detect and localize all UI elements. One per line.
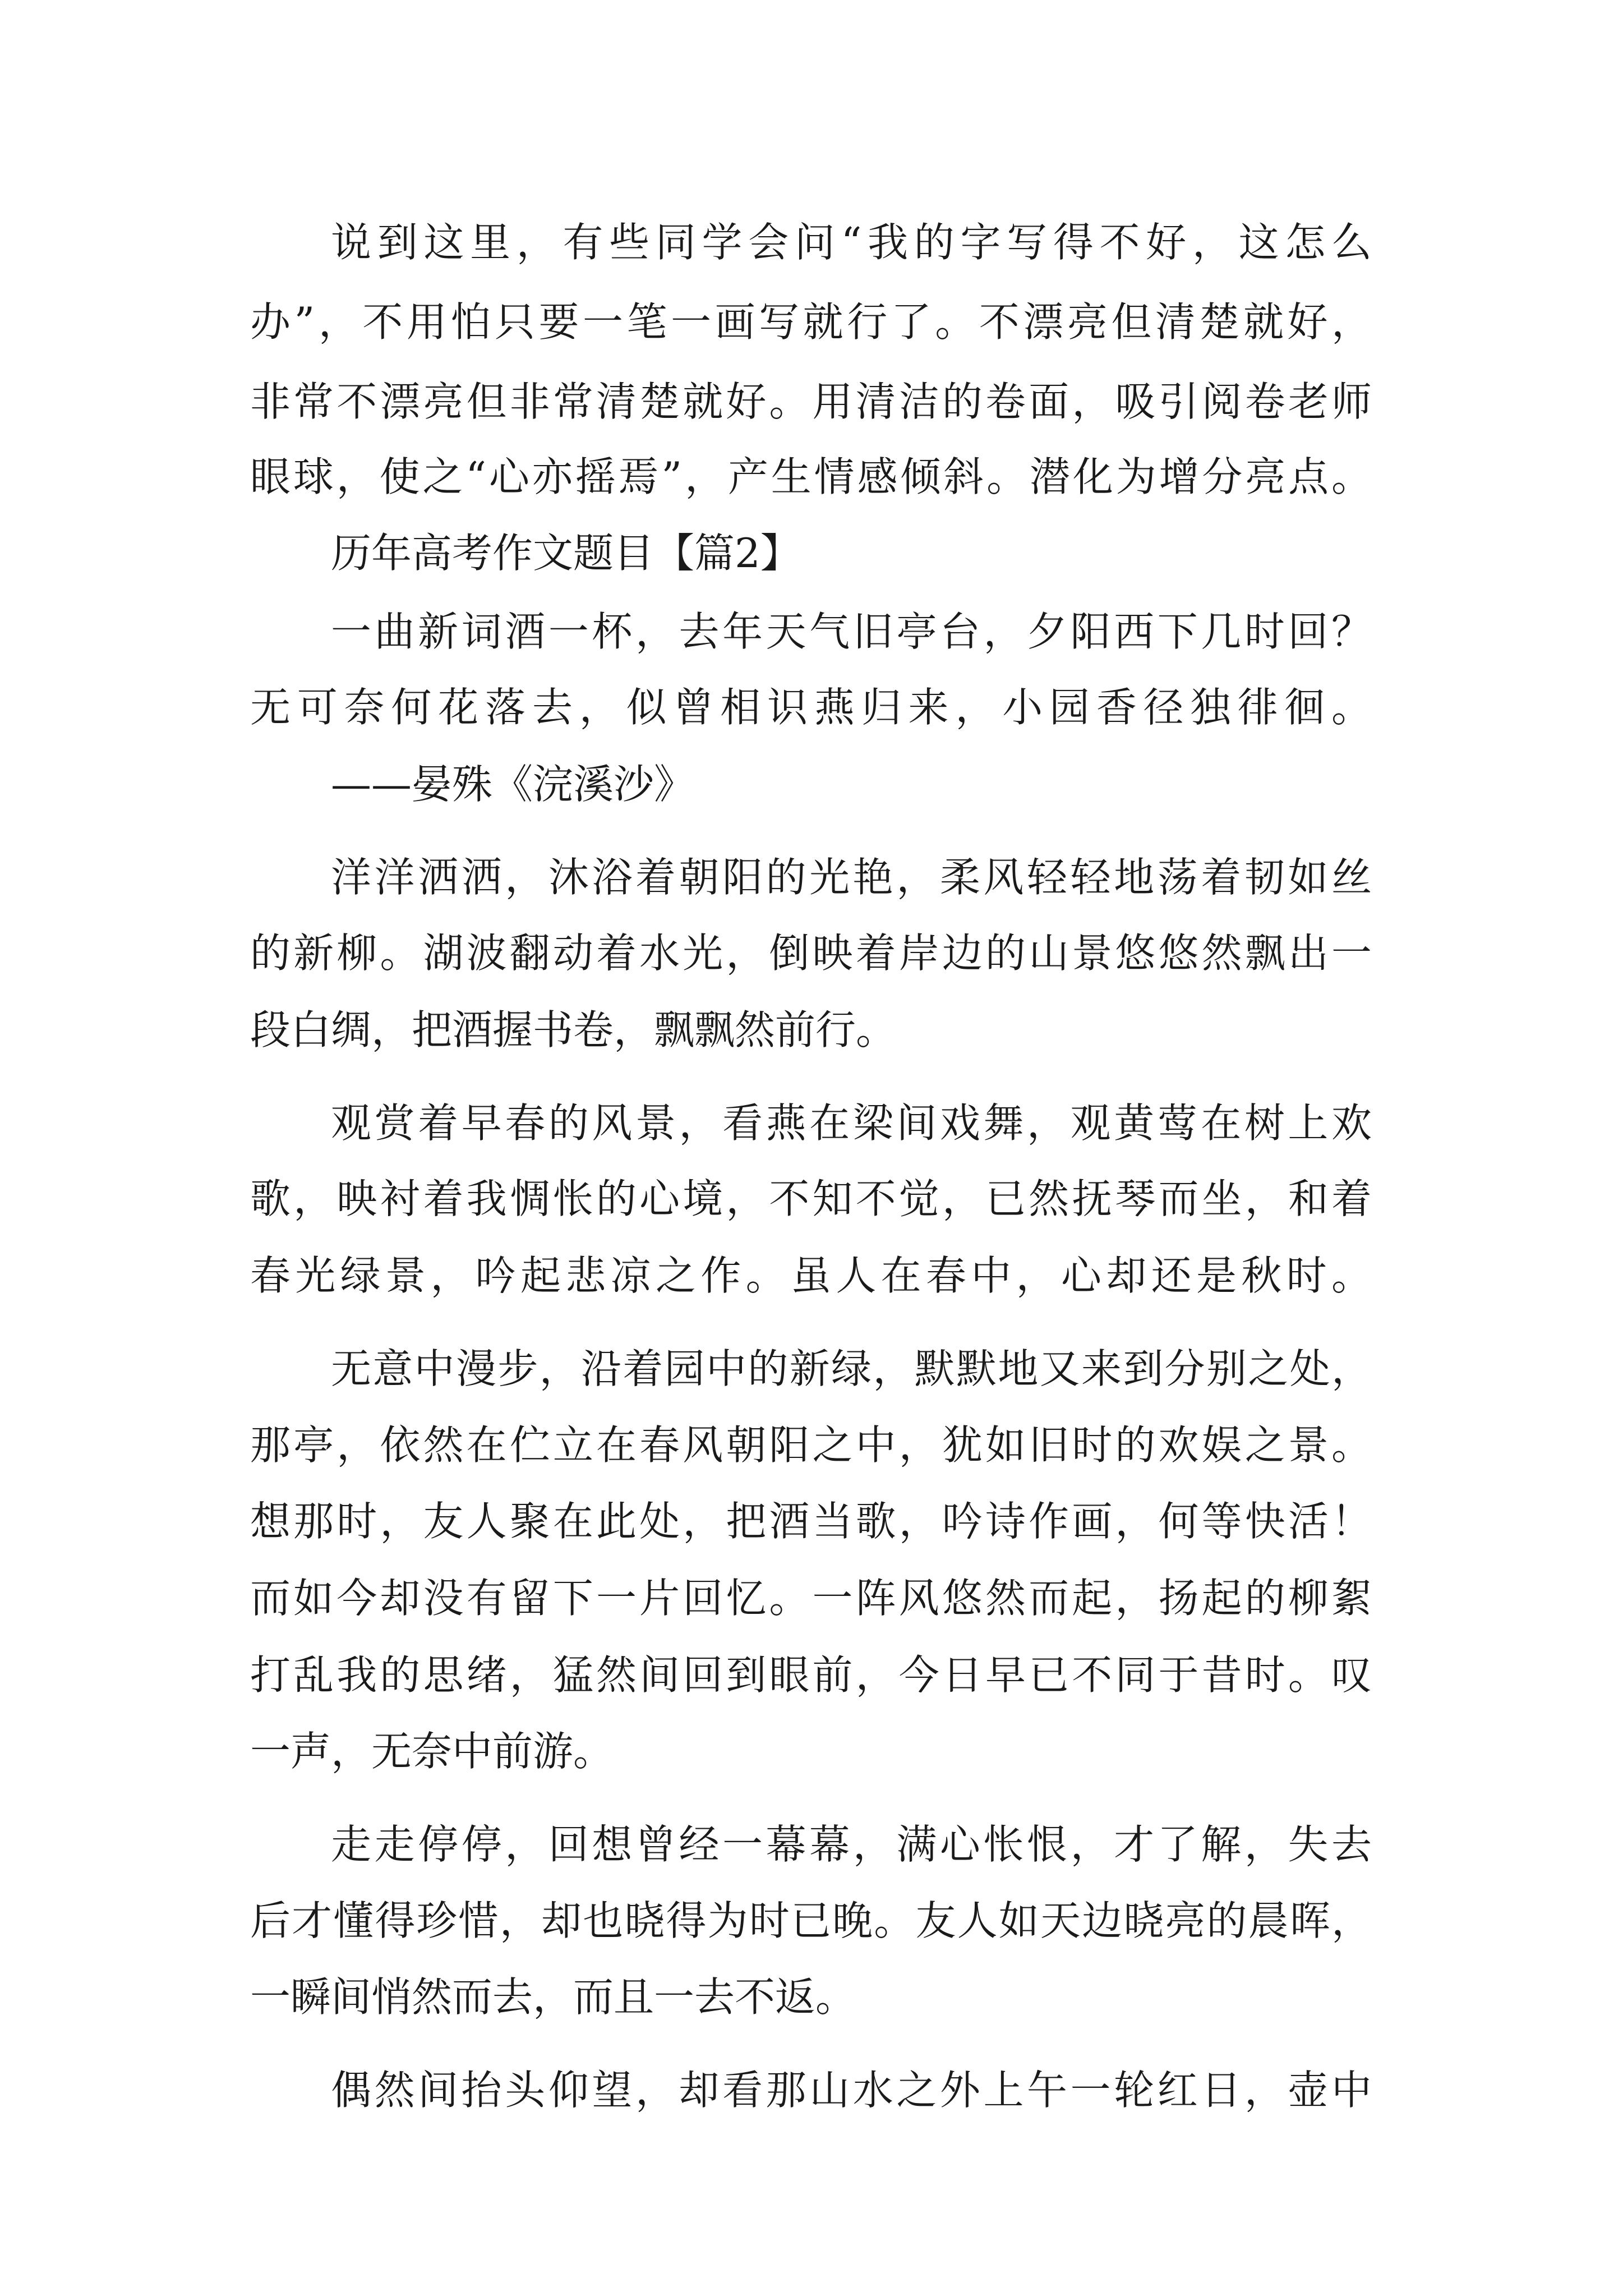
paragraph-5-line-1: 走走停停，回想曾经一幕幕，满心怅恨，才了解，失去 [331,1821,1372,1868]
paragraph-4-line-5: 打乱我的思绪，猛然间回到眼前，今日早已不同于昔时。叹 [250,1651,1372,1699]
paragraph-1-line-2: 办”，不用怕只要一笔一画写就行了。不漂亮但清楚就好， [250,298,1372,346]
paragraph-4-line-1: 无意中漫步，沿着园中的新绿，默默地又来到分别之处， [331,1345,1372,1392]
section-heading: 历年高考作文题目【篇2】 [331,530,801,577]
paragraph-1-line-1: 说到这里，有些同学会问“我的字写得不好，这怎么 [331,219,1372,266]
paragraph-5-line-3: 一瞬间悄然而去，而且一去不返。 [250,1973,856,2021]
paragraph-2-line-3: 段白绸，把酒握书卷，飘飘然前行。 [250,1006,897,1053]
poem-attribution: ——晏殊《浣溪沙》 [331,761,695,808]
paragraph-2-line-2: 的新柳。湖波翻动着水光，倒映着岸边的山景悠悠然飘出一 [250,930,1372,977]
paragraph-6-line-1: 偶然间抬头仰望，却看那山水之外上午一轮红日，壶中 [331,2067,1372,2114]
paragraph-1-line-4: 眼球，使之“心亦摇焉”，产生情感倾斜。潜化为增分亮点。 [250,453,1372,500]
paragraph-3-line-1: 观赏着早春的风景，看燕在梁间戏舞，观黄莺在树上欢 [331,1099,1372,1147]
paragraph-4-line-3: 想那时，友人聚在此处，把酒当歌，吟诗作画，何等快活！ [250,1498,1372,1545]
paragraph-3-line-3: 春光绿景，吟起悲凉之作。虽人在春中，心却还是秋时。 [250,1252,1372,1299]
paragraph-3-line-2: 歌，映衬着我惆怅的心境，不知不觉，已然抚琴而坐，和着 [250,1175,1372,1222]
paragraph-4-line-6: 一声，无奈中前游。 [250,1728,614,1775]
paragraph-2-line-1: 洋洋洒洒，沐浴着朝阳的光艳，柔风轻轻地荡着韧如丝 [331,854,1372,901]
paragraph-1-line-3: 非常不漂亮但非常清楚就好。用清洁的卷面，吸引阅卷老师 [250,378,1372,425]
poem-line-1: 一曲新词酒一杯，去年天气旧亭台，夕阳西下几时回？ [331,608,1372,655]
paragraph-4-line-4: 而如今却没有留下一片回忆。一阵风悠然而起，扬起的柳絮 [250,1575,1372,1622]
paragraph-4-line-2: 那亭，依然在伫立在春风朝阳之中，犹如旧时的欢娱之景。 [250,1421,1372,1469]
poem-line-2: 无可奈何花落去，似曾相识燕归来，小园香径独徘徊。 [250,684,1372,731]
paragraph-5-line-2: 后才懂得珍惜，却也晓得为时已晚。友人如天边晓亮的晨晖， [250,1897,1372,1944]
